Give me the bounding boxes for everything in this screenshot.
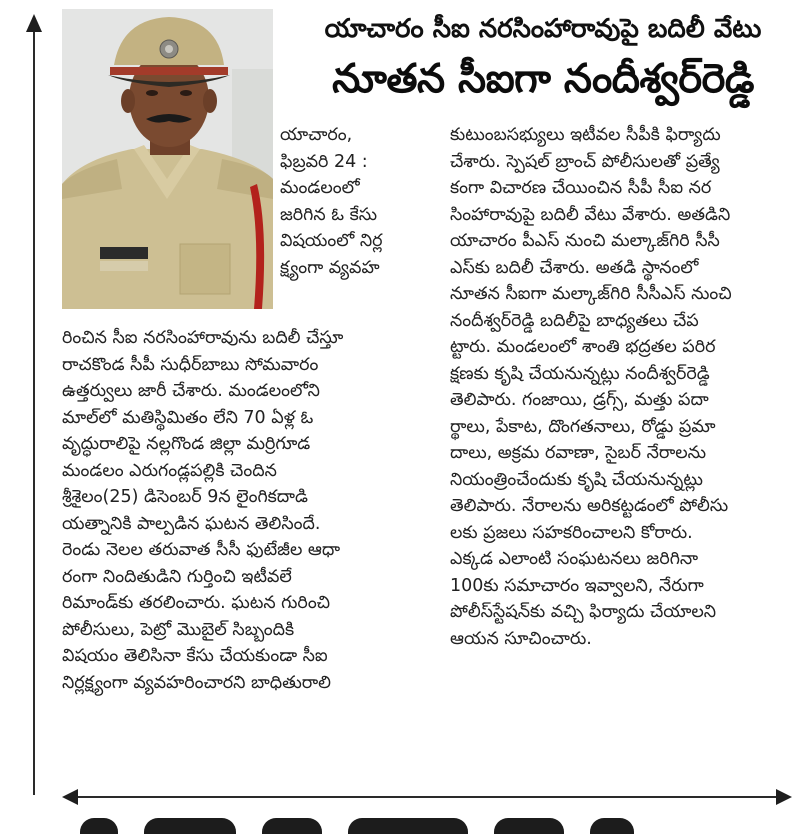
text-line: జరిగిన ఓ కేసు — [280, 204, 378, 225]
column-2 — [450, 122, 792, 652]
text-line: ట్టారు. మండలంలో శాంతి భద్రతల పరిర — [450, 337, 716, 357]
text-line: సింహారావుపై బదిలీ వేటు వేశారు. అతడిని — [450, 204, 731, 225]
text-line: ర్థాలు, పేకాట, దొంగతనాలు, రోడ్డు ప్రమా — [450, 416, 716, 437]
headline-kicker: యాచారం సీఐ నరసింహారావుపై బదిలీ వేటు — [324, 14, 762, 44]
section-rule-horizontal — [72, 796, 778, 798]
arrow-up-icon — [26, 14, 42, 32]
arrow-left-icon — [62, 789, 78, 805]
text-line: ఆయన సూచించారు. — [450, 628, 592, 649]
text-line: ఎస్‌కు బదిలీ చేశారు. అతడి స్థానంలో — [450, 257, 699, 278]
text-line: క్షణకు కృషి చేయనున్నట్లు నందీశ్వర్‌రెడ్డి — [450, 363, 710, 384]
text-line: ఉత్తర్వులు జారీ చేశారు. మండలంలోని — [62, 381, 320, 401]
text-line: లకు ప్రజలు సహకరించాలని కోరారు. — [450, 522, 693, 543]
text-line: మండలంలో — [280, 178, 360, 198]
text-line: నియంత్రించేందుకు కృషి చేయనున్నట్లు — [450, 469, 703, 490]
next-headline-fragment — [80, 818, 720, 834]
arrow-right-icon — [776, 789, 792, 805]
text-line: తెలిపారు. గంజాయి, డ్రగ్స్, మత్తు పదా — [450, 390, 709, 410]
text-line: ఫిబ్రవరి 24 : — [280, 151, 368, 172]
text-line: నందీశ్వర్‌రెడ్డి బదిలీపై బాధ్యతలు చేప — [450, 310, 699, 331]
text-line: చేశారు. స్పెషల్ బ్రాంచ్ పోలీసులతో ప్రత్యే — [450, 151, 720, 172]
text-line: యాచారం పీఎస్ నుంచి మల్కాజ్‌గిరి సీసీ — [450, 231, 720, 251]
column-1 — [62, 325, 437, 696]
text-line: కుటుంబసభ్యులు ఇటీవల సీపీకి ఫిర్యాదు — [450, 125, 721, 145]
text-line: కంగా విచారణ చేయించిన సీపీ సీఐ నర — [450, 178, 712, 198]
text-line: 100కు సమాచారం ఇవ్వాలని, నేరుగా — [450, 575, 704, 596]
text-line: పోలీస్‌స్టేషన్‌కు వచ్చి ఫిర్యాదు చేయాలని — [450, 602, 717, 622]
text-line: విషయం తెలిసినా కేసు చేయకుండా సీఐ — [62, 646, 328, 666]
text-line: వృద్ధురాలిపై నల్లగొండ జిల్లా మర్రిగూడ — [62, 434, 311, 454]
text-line: మండలం ఎరుగండ్లపల్లికి చెందిన — [62, 460, 277, 481]
text-line: శ్రీశైలం(25) డిసెంబర్ 9న లైంగికదాడి — [62, 487, 308, 507]
text-line: రిమాండ్‌కు తరలించారు. ఘటన గురించి — [62, 593, 331, 613]
text-line: రించిన సీఐ నరసింహారావును బదిలీ చేస్తూ — [62, 328, 344, 348]
text-line: ఎక్కడ ఎలాంటి సంఘటనలు జరిగినా — [450, 549, 699, 569]
text-line: పోలీసులు, పెట్రో మొబైల్ సిబ్బందికి — [62, 619, 295, 640]
text-line: క్ష్యంగా వ్యవహ — [280, 257, 380, 278]
text-line: దాలు, అక్రమ రవాణా, సైబర్ నేరాలను — [450, 443, 707, 463]
text-line: నూతన సీఐగా మల్కాజ్‌గిరి సీసీఎస్ నుంచి — [450, 284, 732, 304]
text-line: రాచకొండ సీపీ సుధీర్‌బాబు సోమవారం — [62, 354, 319, 375]
column-1-top — [280, 122, 430, 281]
text-line: యాచారం, — [280, 125, 353, 145]
text-line: రెండు నెలల తరువాత సీసీ ఫుటేజీల ఆధా — [62, 540, 341, 560]
officer-photo — [62, 9, 273, 309]
text-line: నిర్లక్ష్యంగా వ్యవహరించారని బాధితురాలి — [62, 672, 331, 693]
text-line: తెలిపారు. నేరాలను అరికట్టడంలో పోలీసు — [450, 496, 729, 516]
text-line: యత్నానికి పాల్పడిన ఘటన తెలిసిందే. — [62, 513, 321, 534]
text-line: విషయంలో నిర్ల — [280, 231, 383, 251]
headline-main: నూతన సీఐగా నందీశ్వర్‌రెడ్డి — [332, 56, 754, 102]
column-rule-vertical — [33, 25, 35, 795]
text-line: మాల్‌లో మతిస్థిమితం లేని 70 ఏళ్ల ఓ — [62, 407, 314, 428]
text-line: రంగా నిందితుడిని గుర్తించి ఇటీవలే — [62, 566, 292, 587]
